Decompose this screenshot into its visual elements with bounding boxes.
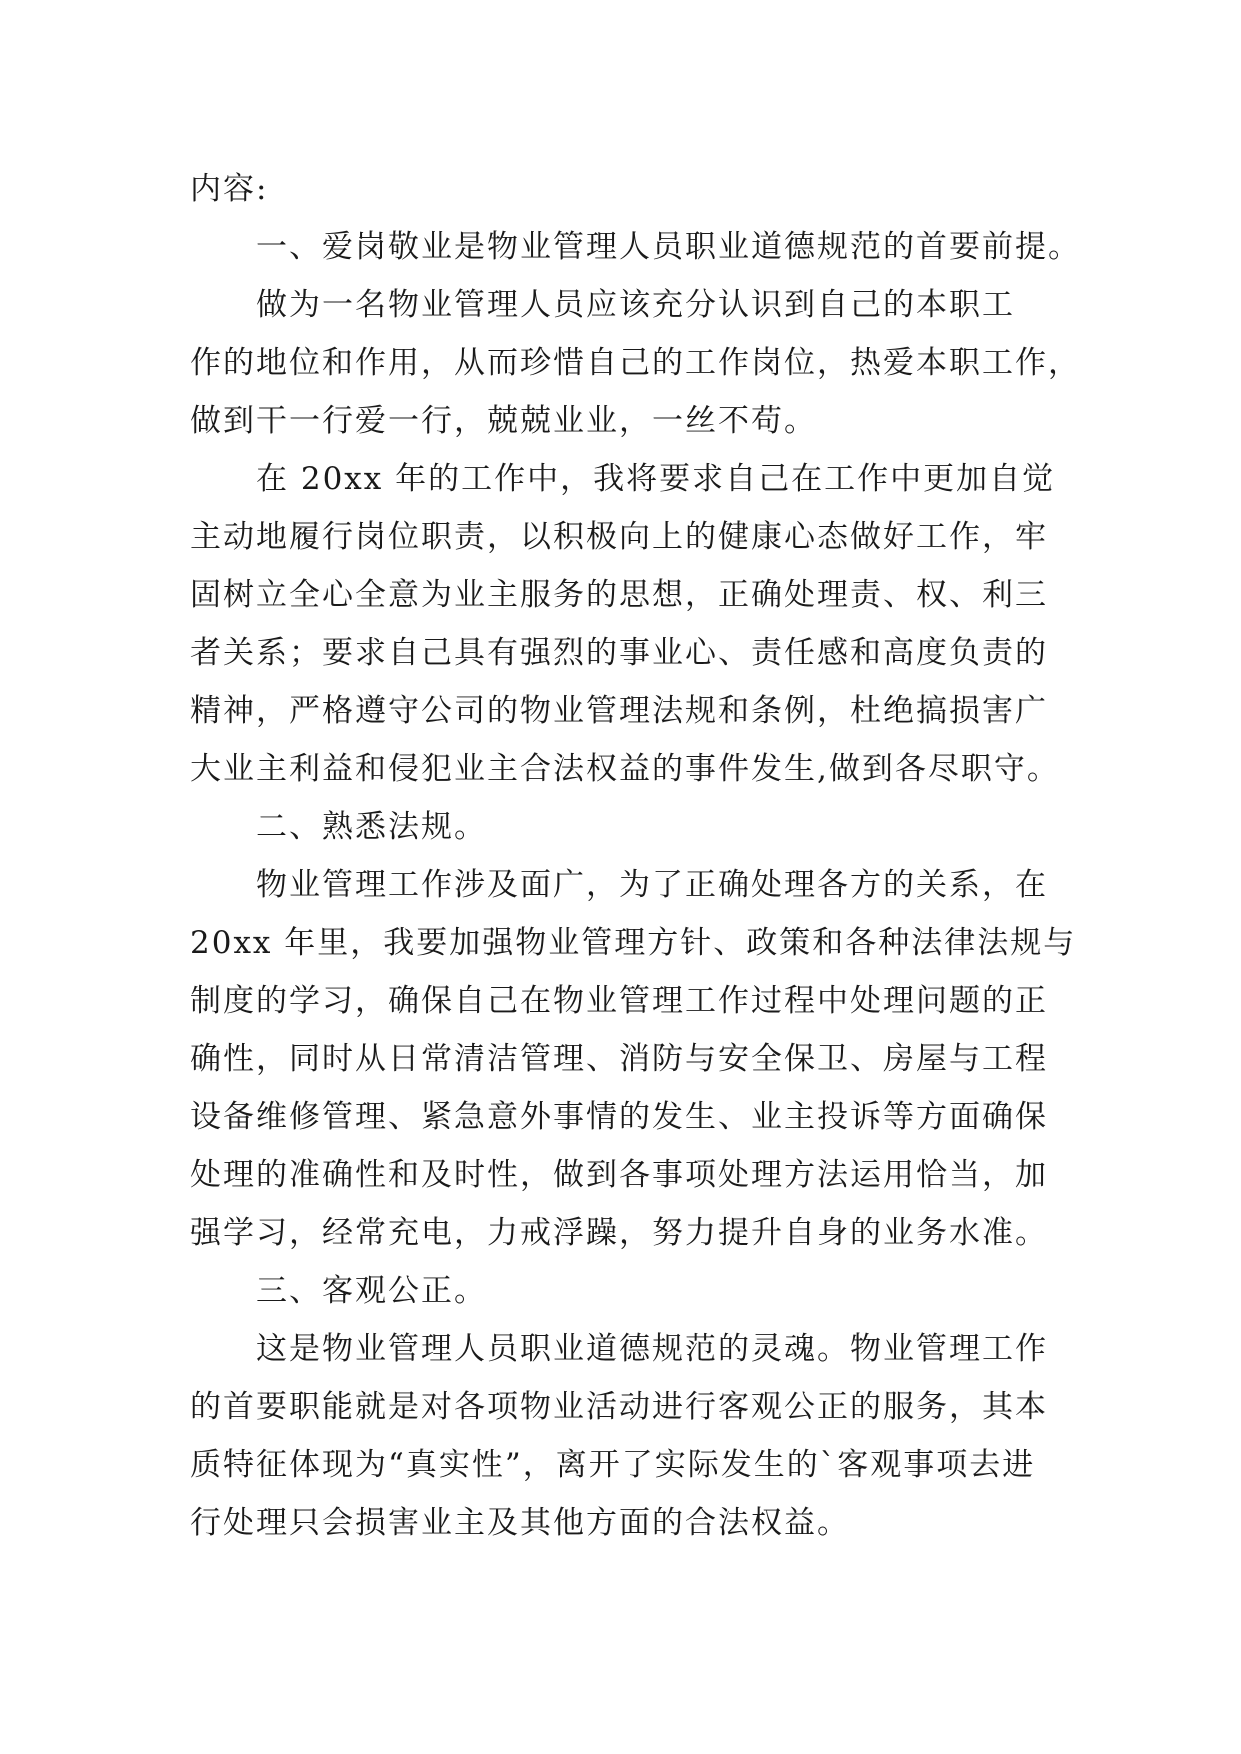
paragraph-line: 做为一名物业管理人员应该充分认识到自己的本职工 [256,287,1015,323]
section-label: 内容: [190,171,269,207]
paragraph-line: 固树立全心全意为业主服务的思想，正确处理责、权、利三 [190,577,1048,613]
paragraph-line: 精神，严格遵守公司的物业管理法规和条例，杜绝搞损害广 [190,693,1048,729]
paragraph-line: 做到干一行爱一行，兢兢业业，一丝不苟。 [190,403,817,439]
paragraph-line: 处理的准确性和及时性，做到各事项处理方法运用恰当，加 [190,1157,1048,1193]
paragraph-line: 20xx 年里，我要加强物业管理方针、政策和各种法律法规与 [190,925,1077,961]
paragraph-line: 确性，同时从日常清洁管理、消防与安全保卫、房屋与工程 [190,1041,1048,1077]
paragraph-line: 者关系；要求自己具有强烈的事业心、责任感和高度负责的 [190,635,1048,671]
paragraph-line: 大业主利益和侵犯业主合法权益的事件发生,做到各尽职守。 [190,751,1060,787]
paragraph-line: 制度的学习，确保自己在物业管理工作过程中处理问题的正 [190,983,1048,1019]
heading-3: 三、客观公正。 [256,1273,487,1309]
heading-2: 二、熟悉法规。 [256,809,487,845]
paragraph-line: 主动地履行岗位职责，以积极向上的健康心态做好工作，牢 [190,519,1048,555]
document-body [190,160,1081,1552]
heading-1: 一、爱岗敬业是物业管理人员职业道德规范的首要前提。 [256,229,1081,265]
paragraph-line: 质特征体现为“真实性”，离开了实际发生的`客观事项去进 [190,1447,1036,1483]
paragraph-line: 的首要职能就是对各项物业活动进行客观公正的服务，其本 [190,1389,1048,1425]
paragraph-line: 设备维修管理、紧急意外事情的发生、业主投诉等方面确保 [190,1099,1048,1135]
paragraph-line: 行处理只会损害业主及其他方面的合法权益。 [190,1505,850,1541]
paragraph-line: 作的地位和作用，从而珍惜自己的工作岗位，热爱本职工作， [190,345,1081,381]
paragraph-line: 这是物业管理人员职业道德规范的灵魂。物业管理工作 [256,1331,1048,1367]
paragraph-line: 物业管理工作涉及面广，为了正确处理各方的关系，在 [256,867,1048,903]
paragraph-line: 强学习，经常充电，力戒浮躁，努力提升自身的业务水准。 [190,1215,1048,1251]
paragraph-line: 在 20xx 年的工作中，我将要求自己在工作中更加自觉 [256,461,1056,497]
